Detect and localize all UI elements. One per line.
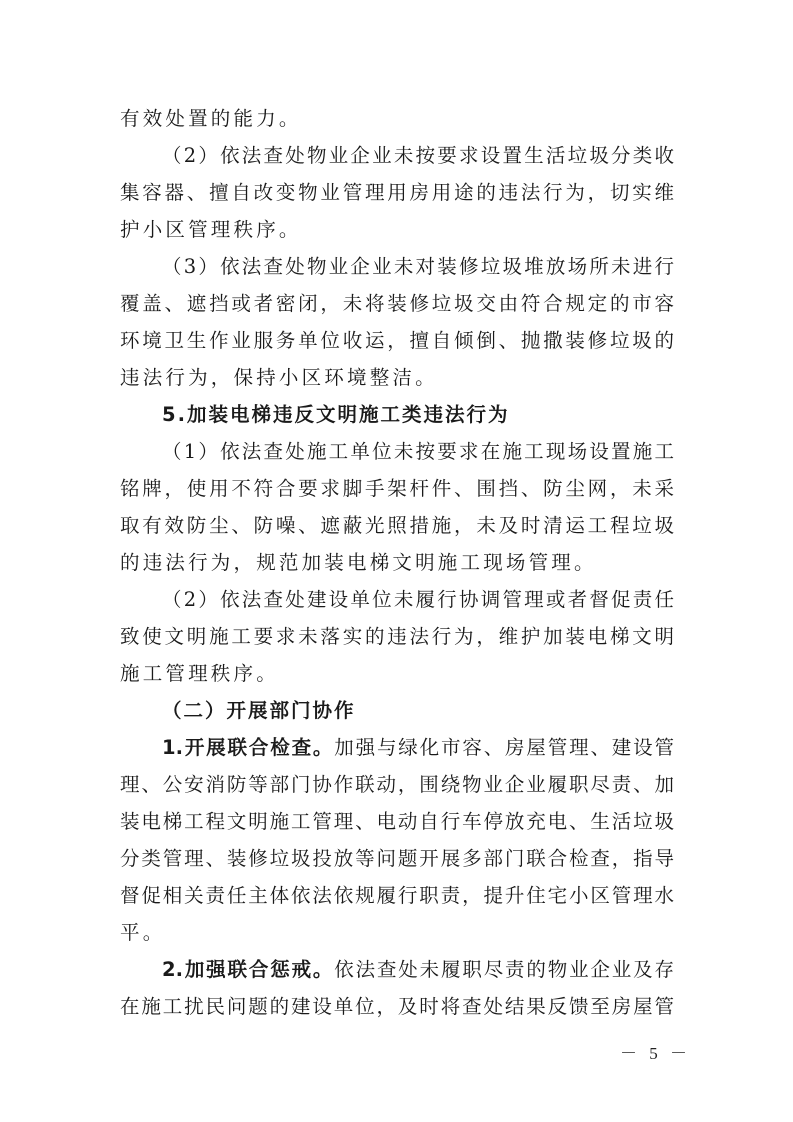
item-lead-title: 2.加强联合惩戒。 (162, 958, 335, 981)
paragraph-line: 铭牌，使用不符合要求脚手架杆件、围挡、防尘网，未采 (120, 477, 674, 500)
paragraph-line (120, 951, 674, 988)
paragraph-line: 的违法行为，规范加装电梯文明施工现场管理。 (120, 551, 597, 574)
item-lead-text: 加强与绿化市容、房屋管理、建设管 (334, 736, 674, 759)
section-heading: 5.加装电梯违反文明施工类违法行为 (162, 403, 510, 426)
paragraph-line: 施工管理秩序。 (120, 662, 279, 685)
paragraph-line: 理、公安消防等部门协作联动，围绕物业企业履职尽责、加 (120, 773, 674, 796)
paragraph-line: 在施工扰民问题的建设单位，及时将查处结果反馈至房屋管 (120, 995, 674, 1018)
subsection-heading: （二）开展部门协作 (162, 699, 356, 722)
document-page (120, 100, 674, 1025)
paragraph-line: 分类管理、装修垃圾投放等问题开展多部门联合检查，指导 (120, 847, 674, 870)
paragraph-line: 集容器、擅自改变物业管理用房用途的违法行为，切实维 (120, 181, 674, 204)
paragraph-line: （3）依法查处物业企业未对装修垃圾堆放场所未进行 (162, 255, 674, 278)
paragraph-line: （2）依法查处建设单位未履行协调管理或者督促责任 (162, 588, 674, 611)
paragraph-line: 覆盖、遮挡或者密闭，未将装修垃圾交由符合规定的市容 (120, 292, 674, 315)
paragraph-line: 护小区管理秩序。 (120, 218, 302, 241)
paragraph-line: 有效处置的能力。 (120, 107, 302, 130)
paragraph-line: 取有效防尘、防噪、遮蔽光照措施，未及时清运工程垃圾 (120, 514, 674, 537)
paragraph-line: 致使文明施工要求未落实的违法行为，维护加装电梯文明 (120, 625, 674, 648)
paragraph-line: 违法行为，保持小区环境整洁。 (120, 366, 438, 389)
item-lead-text: 依法查处未履职尽责的物业企业及存 (334, 958, 674, 981)
paragraph-line: 督促相关责任主体依法依规履行职责，提升住宅小区管理水 (120, 884, 674, 907)
paragraph-line: （1）依法查处施工单位未按要求在施工现场设置施工 (162, 440, 674, 463)
item-lead-title: 1.开展联合检查。 (162, 736, 335, 759)
paragraph-line (120, 729, 674, 766)
paragraph-line: （2）依法查处物业企业未按要求设置生活垃圾分类收 (162, 144, 674, 167)
paragraph-line: 平。 (120, 921, 166, 944)
paragraph-line: 装电梯工程文明施工管理、电动自行车停放充电、生活垃圾 (120, 810, 674, 833)
paragraph-line: 环境卫生作业服务单位收运，擅自倾倒、抛撒装修垃圾的 (120, 329, 674, 352)
page-number: － 5 － (620, 1044, 691, 1063)
